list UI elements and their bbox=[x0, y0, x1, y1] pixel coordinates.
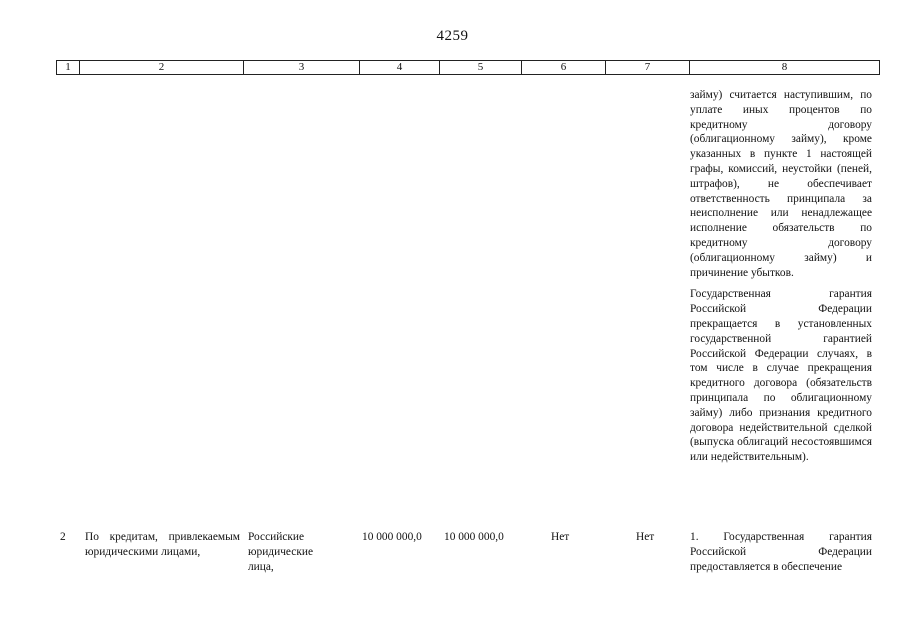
row-collateral: Нет bbox=[636, 531, 655, 543]
conditions-paragraph-1: займу) считается наступившим, по уплате иных процентов по кредитному договору (облигационному займу), кроме указанных в пункте 1 настоящей графы, комиссий, неустойки (пеней, штрафов), не обеспечивает ответственность принципала за неисполнение или ненадлежащее исполнение обязательств по кредитному договору (облигационному займу) и причинение убытков. bbox=[690, 89, 872, 279]
header-col-3: 3 bbox=[244, 61, 360, 74]
column-8-continuation bbox=[690, 88, 872, 472]
row-regress: Нет bbox=[551, 531, 570, 543]
row-purpose: По кредитам, привлекаемым юридическими лицами, bbox=[85, 531, 240, 558]
row-conditions: 1. Государственная гарантия Российской Федерации предоставляется в обеспечение bbox=[690, 531, 872, 573]
conditions-paragraph-2: Государственная гарантия Российской Федерации прекращается в установленных государственной гарантией Российской Федерации случаях, в том числе в случае прекращения кредитного договора (обязательств принципала по облигационному займу) либо признания кредитного договора недействительной сделкой (выпуска облигаций несостоявшимся или недействительным). bbox=[690, 288, 872, 464]
header-col-5: 5 bbox=[440, 61, 522, 74]
row-principal: Российские юридические лица, bbox=[248, 531, 314, 573]
table-header-row bbox=[56, 60, 880, 75]
header-col-7: 7 bbox=[606, 61, 690, 74]
header-col-1: 1 bbox=[57, 61, 80, 74]
header-col-6: 6 bbox=[522, 61, 606, 74]
row-amount-year: 10 000 000,0 bbox=[444, 531, 504, 543]
row-number: 2 bbox=[60, 531, 66, 543]
header-col-2: 2 bbox=[80, 61, 244, 74]
header-col-8: 8 bbox=[781, 61, 788, 73]
page-number: 4259 bbox=[436, 28, 469, 44]
row-amount-total: 10 000 000,0 bbox=[362, 531, 422, 543]
header-col-4: 4 bbox=[360, 61, 440, 74]
